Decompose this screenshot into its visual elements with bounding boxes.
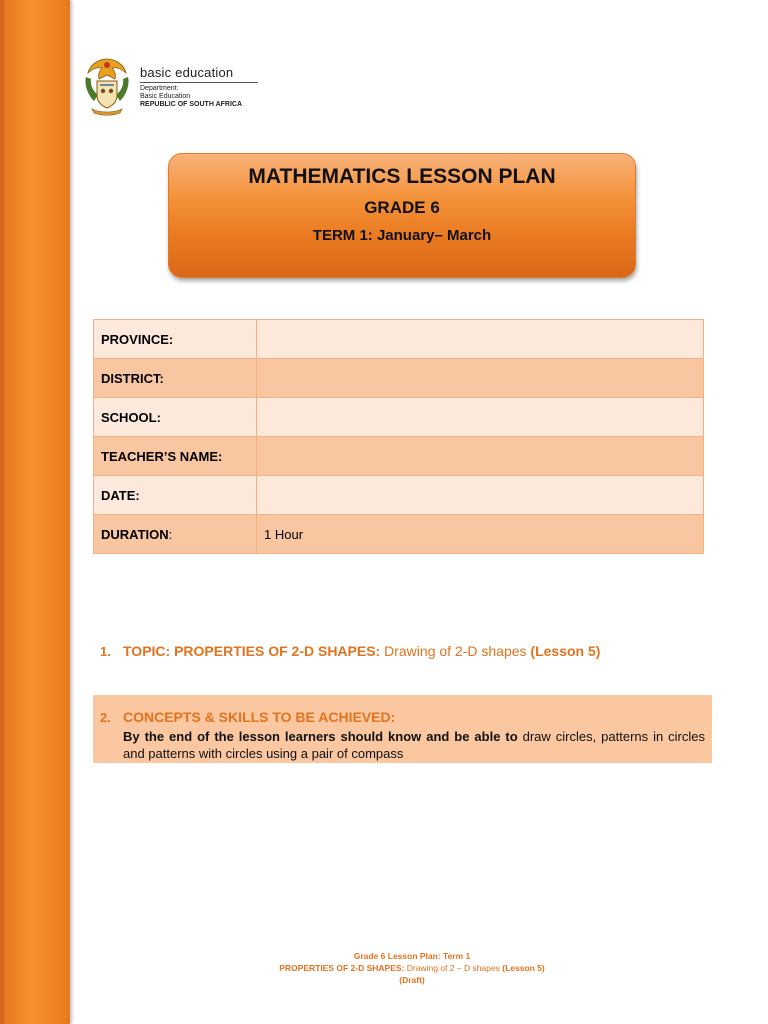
page-footer xyxy=(200,950,624,986)
side-bar-edge xyxy=(0,0,4,1024)
footer-lesson: (Lesson 5) xyxy=(502,963,545,973)
page-title: MATHEMATICS LESSON PLAN xyxy=(248,165,556,188)
duration-label-text: DURATION xyxy=(101,526,169,542)
logo-basic-education-line: Basic Education xyxy=(140,93,191,100)
title-banner xyxy=(168,153,636,278)
logo-brand-text: basic education xyxy=(140,65,234,80)
lesson-info-table xyxy=(93,319,704,554)
concepts-body xyxy=(123,728,705,762)
logo-republic-line: REPUBLIC OF SOUTH AFRICA xyxy=(140,101,243,108)
logo-department-line: Department: xyxy=(140,85,179,92)
concepts-body-lead: By the end of the lesson learners should know and be able to xyxy=(123,729,518,744)
duration-value[interactable]: 1 Hour xyxy=(257,515,704,554)
concepts-heading-row xyxy=(100,709,395,725)
footer-line-3: (Draft) xyxy=(399,975,425,985)
duration-label xyxy=(94,515,257,554)
footer-topic: PROPERTIES OF 2-D SHAPES: xyxy=(279,963,405,973)
concepts-heading: CONCEPTS & SKILLS TO BE ACHIEVED: xyxy=(123,709,396,725)
coat-of-arms-icon xyxy=(82,55,132,117)
department-logo xyxy=(82,55,262,117)
district-label: DISTRICT: xyxy=(94,359,257,398)
duration-label-colon: : xyxy=(168,526,173,542)
school-label: SCHOOL: xyxy=(94,398,257,437)
footer-line-1: Grade 6 Lesson Plan: Term 1 xyxy=(353,951,471,961)
grade-title: GRADE 6 xyxy=(364,198,440,217)
section-number: 1. xyxy=(100,644,111,659)
table-row xyxy=(94,476,704,515)
date-value[interactable] xyxy=(257,476,704,515)
logo-text xyxy=(140,65,258,109)
date-label: DATE: xyxy=(94,476,257,515)
side-bar-decoration xyxy=(0,0,70,1024)
footer-detail: Drawing of 2 – D shapes xyxy=(406,963,500,973)
district-value[interactable] xyxy=(257,359,704,398)
term-title: TERM 1: January– March xyxy=(312,227,492,244)
table-row xyxy=(94,515,704,554)
logo-rule xyxy=(140,82,258,83)
table-row xyxy=(94,437,704,476)
topic-section xyxy=(100,643,600,659)
topic-lesson: (Lesson 5) xyxy=(530,643,601,659)
table-row xyxy=(94,398,704,437)
province-label: PROVINCE: xyxy=(94,320,257,359)
topic-heading: TOPIC: PROPERTIES OF 2-D SHAPES: xyxy=(123,643,381,659)
concepts-body-text: draw circles, patterns in circles and patterns with circles using a pair of compass xyxy=(123,729,706,761)
table-row xyxy=(94,320,704,359)
teacher-name-label: TEACHER’S NAME: xyxy=(94,437,257,476)
footer-line-2 xyxy=(200,962,624,974)
table-row xyxy=(94,359,704,398)
concepts-section xyxy=(93,695,712,763)
section-number: 2. xyxy=(100,710,111,725)
province-value[interactable] xyxy=(257,320,704,359)
school-value[interactable] xyxy=(257,398,704,437)
topic-detail: Drawing of 2-D shapes xyxy=(384,643,527,659)
teacher-name-value[interactable] xyxy=(257,437,704,476)
